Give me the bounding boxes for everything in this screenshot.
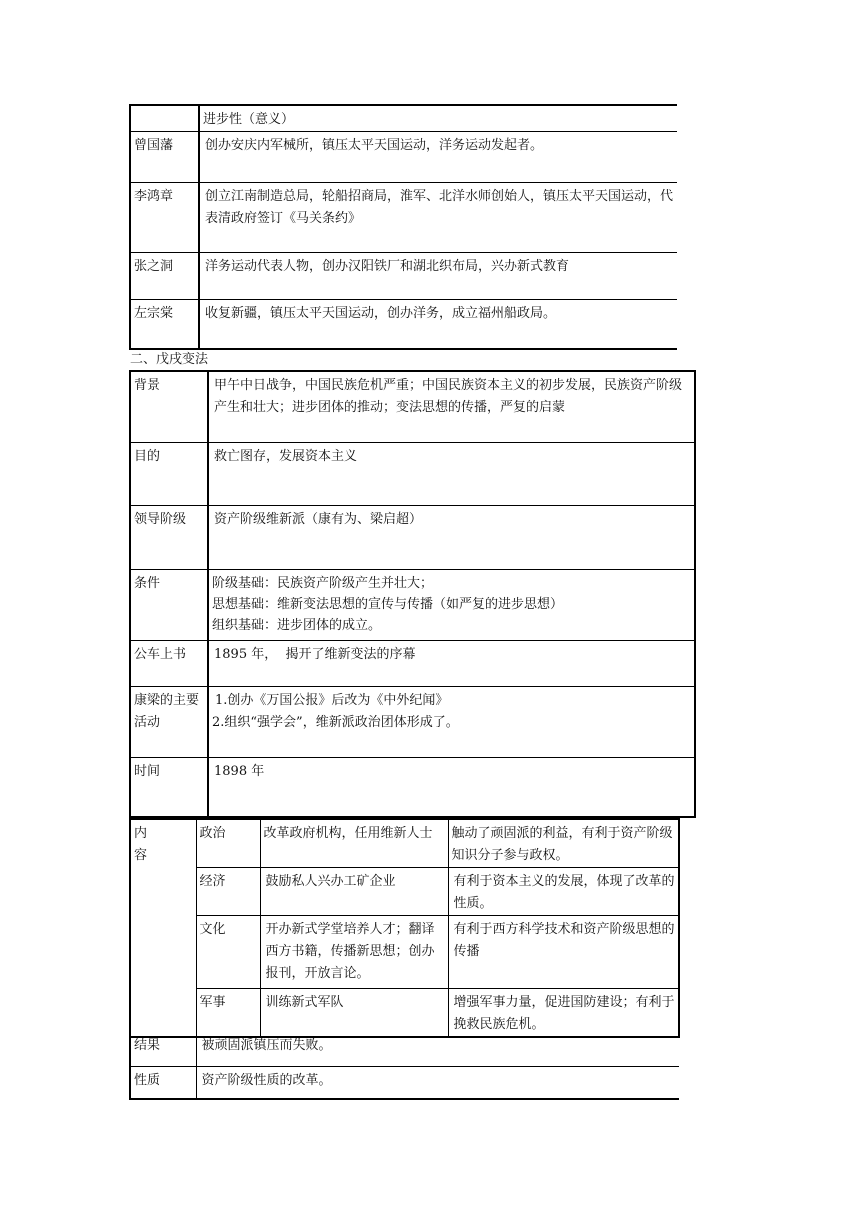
figure-desc: 创办安庆内军械所，镇压太平天国运动，洋务运动发起者。	[199, 132, 677, 183]
content-label	[130, 819, 196, 1037]
reform-effect: 增强军事力量，促进国防建设；有利于挽救民族危机。	[448, 989, 679, 1038]
header-significance: 进步性（意义）	[199, 105, 677, 132]
reform-area: 政治	[196, 819, 260, 868]
row-value	[208, 569, 695, 640]
condition-line: 组织基础：进步团体的成立。	[212, 617, 382, 633]
section-title: 二、戊戌变法	[130, 352, 209, 367]
row-value: 救亡图存，发展资本主义	[208, 442, 695, 505]
activity-line: 1.创办《万国公报》后改为《中外纪闻》	[215, 692, 449, 708]
reform-content: 鼓励私人兴办工矿企业	[260, 868, 448, 916]
content-label-char: 容	[134, 848, 148, 863]
table-row	[130, 132, 677, 183]
content-label-char: 内	[134, 826, 148, 841]
row-label: 时间	[130, 757, 208, 817]
table-row	[130, 253, 677, 300]
figure-desc: 创立江南制造总局，轮船招商局，淮军、北洋水师创始人，镇压太平天国运动，代表清政府签订《马关条约》	[199, 183, 677, 253]
reform-content: 训练新式军队	[260, 989, 448, 1038]
figure-name: 李鸿章	[130, 183, 199, 253]
reform-content: 开办新式学堂培养人才；翻译西方书籍，传播新思想；创办报刊，开放言论。	[260, 916, 448, 989]
table-row	[130, 640, 695, 686]
table-row	[130, 989, 679, 1038]
table-row	[130, 686, 695, 757]
row-value: 资产阶级性质的改革。	[196, 1066, 679, 1099]
table-row	[130, 505, 695, 569]
table-header-row	[130, 105, 677, 132]
figure-name: 左宗棠	[130, 300, 199, 349]
reform-area: 文化	[196, 916, 260, 989]
condition-line: 阶级基础：民族资产阶级产生并壮大；	[212, 575, 434, 591]
figure-name: 张之洞	[130, 253, 199, 300]
row-label: 背景	[130, 371, 208, 442]
table-row	[130, 757, 695, 817]
reform-overview-table	[129, 370, 696, 818]
reform-area: 经济	[196, 868, 260, 916]
reform-effect: 有利于西方科学技术和资产阶级思想的传播	[448, 916, 679, 989]
activity-line: 2.组织“强学会”，维新派政治团体形成了。	[212, 714, 459, 730]
reform-content: 改革政府机构，任用维新人士	[260, 819, 448, 868]
row-value: 资产阶级维新派（康有为、梁启超）	[208, 505, 695, 569]
row-value: 1895 年， 揭开了维新变法的序幕	[208, 640, 695, 686]
row-label: 性质	[130, 1066, 196, 1099]
table-row	[130, 442, 695, 505]
table-row	[130, 183, 677, 253]
reform-result-table	[129, 1032, 679, 1100]
row-value: 被顽固派镇压而失败。	[196, 1032, 679, 1066]
row-label: 目的	[130, 442, 208, 505]
table-row	[130, 819, 679, 868]
row-value: 甲午中日战争，中国民族危机严重；中国民族资本主义的初步发展，民族资产阶级产生和壮大；进步团体的推动；变法思想的传播，严复的启蒙	[208, 371, 695, 442]
table-row	[130, 868, 679, 916]
reform-effect: 触动了顽固派的利益，有利于资产阶级知识分子参与政权。	[448, 819, 679, 868]
table-row	[130, 916, 679, 989]
row-label: 条件	[130, 569, 208, 640]
reform-effect: 有利于资本主义的发展，体现了改革的性质。	[448, 868, 679, 916]
header-empty-cell	[130, 105, 199, 132]
condition-line: 思想基础：维新变法思想的宣传与传播（如严复的进步思想）	[212, 596, 564, 612]
table-row	[130, 371, 695, 442]
row-label: 领导阶级	[130, 505, 208, 569]
reform-area: 军事	[196, 989, 260, 1038]
table-row	[130, 300, 677, 349]
westernization-figures-table	[129, 104, 677, 350]
row-label: 康梁的主要活动	[130, 686, 208, 757]
figure-name: 曾国藩	[130, 132, 199, 183]
row-label: 结果	[130, 1032, 196, 1066]
figure-desc: 洋务运动代表人物，创办汉阳铁厂和湖北织布局，兴办新式教育	[199, 253, 677, 300]
table-row	[130, 1066, 679, 1099]
row-label: 公车上书	[130, 640, 208, 686]
figure-desc: 收复新疆，镇压太平天国运动，创办洋务，成立福州船政局。	[199, 300, 677, 349]
reform-content-table	[129, 818, 680, 1038]
row-value	[208, 686, 695, 757]
row-value: 1898 年	[208, 757, 695, 817]
table-row	[130, 569, 695, 640]
table-row	[130, 1032, 679, 1066]
